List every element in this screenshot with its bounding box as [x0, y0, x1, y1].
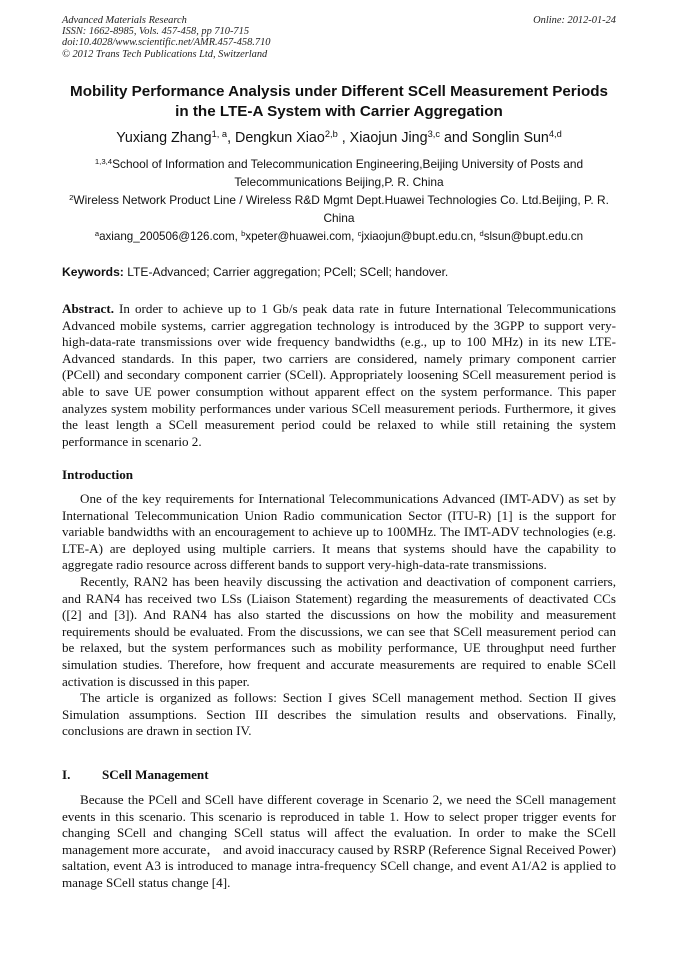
email-sup: b	[241, 228, 246, 238]
affiliation-sup: 2	[69, 192, 74, 202]
author-sup: 1, a	[211, 128, 228, 139]
affiliation	[62, 192, 616, 227]
abstract	[62, 301, 616, 450]
paragraph: The article is organized as follows: Section I gives SCell management method. Section II gives Simulation assumptions. Section III describes the simulation results and observations. Finally, conclusions are drawn in section IV.	[62, 690, 616, 739]
email-list	[62, 229, 616, 245]
email-sup: a	[94, 228, 100, 238]
email-address: jxiaojun@bupt.edu.cn	[361, 230, 474, 243]
abstract-label: Abstract.	[62, 301, 114, 316]
email-sup: d	[479, 228, 484, 238]
author-name: Dengkun Xiao	[235, 130, 325, 146]
paragraph: Because the PCell and SCell have different coverage in Scenario 2, we need the SCell management events in this scenario. This scenario is reproduced in table 1. How to select proper trigger events for changing SCell and changing SCell status will affect the evaluation. In order to make the SCell management more accurate， and avoid inaccuracy caused by RSRP (Reference Signal Received Power) saltation, event A3 is introduced to manage intra-frequency SCell change, and event A1/A2 is applied to manage SCell status change [4].	[62, 792, 616, 890]
section-body	[62, 792, 616, 892]
introduction-body	[62, 491, 616, 740]
journal-header	[62, 15, 616, 60]
author-list	[62, 129, 616, 147]
email-separator: ,	[473, 230, 480, 243]
author-name: Xiaojun Jing	[349, 130, 428, 146]
section-number: I.	[62, 767, 71, 782]
issn: ISSN: 1662-8985, Vols. 457-458, pp 710-715	[62, 26, 250, 38]
affiliation-text: Wireless Network Product Line / Wireless R&D Mgmt Dept.Huawei Technologies Co. Ltd.Beijing, P. R. China	[73, 193, 609, 225]
doi: doi:10.4028/www.scientific.net/AMR.457-458.710	[62, 37, 271, 49]
copyright: © 2012 Trans Tech Publications Ltd, Switzerland	[62, 48, 268, 60]
introduction-heading: Introduction	[62, 467, 134, 482]
keywords-label: Keywords:	[62, 265, 124, 279]
author-separator: and	[439, 130, 472, 146]
author-name: Yuxiang Zhang	[116, 130, 212, 146]
email-separator: ,	[234, 230, 242, 243]
author-sup: 4,d	[548, 128, 562, 139]
email-address: slsun@bupt.edu.cn	[483, 230, 584, 243]
journal-name: Advanced Materials Research	[62, 15, 187, 26]
affiliation-sup: 1,3,4	[94, 156, 113, 166]
keywords	[62, 264, 616, 280]
affiliation	[62, 156, 616, 191]
online-date: Online: 2012-01-24	[533, 15, 616, 26]
keywords-text: LTE-Advanced; Carrier aggregation; PCell; SCell; handover.	[123, 265, 449, 279]
paragraph: Recently, RAN2 has been heavily discussing the activation and deactivation of component carriers, and RAN4 has received two LSs (Liaison Statement) regarding the measurements of deactivated CCs ([2] and [3]). And RAN4 has also started the discussions on how the mobility and measurement requirements should be evaluated. From the discussions, we can see that SCell measurement period can be relaxed, but the system performances such as mobility performance, UE throughput need further simulation studies. Therefore, how frequent and accurate measurements are required to enable SCell activation is discussed in this paper.	[62, 573, 616, 689]
email-sup: c	[357, 228, 362, 238]
section-heading	[62, 767, 209, 783]
paragraph: One of the key requirements for International Telecommunications Advanced (IMT-ADV) as set by International Telecommunication Union Radio communication Sector (ITU-R) [1] is the support for variable bandwidths with an encouragement to achieve up to 100MHz. The IMT-ADV technologies (e.g. LTE-A) are deployed using multiple carriers. It means that systems should have the capability to aggregate radio resource across different bands to support very-high-data-rate transmissions.	[62, 491, 616, 573]
author-name: Songlin Sun	[471, 130, 549, 146]
author-separator: ,	[337, 130, 350, 146]
affiliation-text: School of Information and Telecommunication Engineering,Beijing University of Posts and Telecommunications Beijing,P. R. China	[112, 157, 584, 189]
paper-title: Mobility Performance Analysis under Different SCell Measurement Periods in the LTE-A System with Carrier Aggregation	[70, 83, 608, 120]
email-address: axiang_200506@126.com	[99, 230, 235, 243]
abstract-text: In order to achieve up to 1 Gb/s peak data rate in future International Telecommunications Advanced mobile systems, carrier aggregation technology is introduced by the 3GPP to support very-high-data-rate transmissions over wide frequency bandwidths (e.g., up to 100 MHz) in its new LTE-Advanced standards. In this paper, two carriers are considered, namely primary component carrier (PCell) and secondary component carrier (SCell). Appropriately loosening SCell measurement period is able to save UE power consumption without apparent effect on the system performance. This paper analyzes system mobility performances under various SCell measurement periods. Furthermore, it gives the least length a SCell measurement period could be relaxed to while still retaining the system performance in scenario 2.	[62, 301, 616, 449]
email-separator: ,	[351, 230, 358, 243]
author-sup: 3,c	[427, 128, 440, 139]
author-separator: ,	[227, 130, 236, 146]
email-address: xpeter@huawei.com	[245, 230, 352, 243]
author-sup: 2,b	[324, 128, 338, 139]
section-title: SCell Management	[102, 767, 209, 782]
